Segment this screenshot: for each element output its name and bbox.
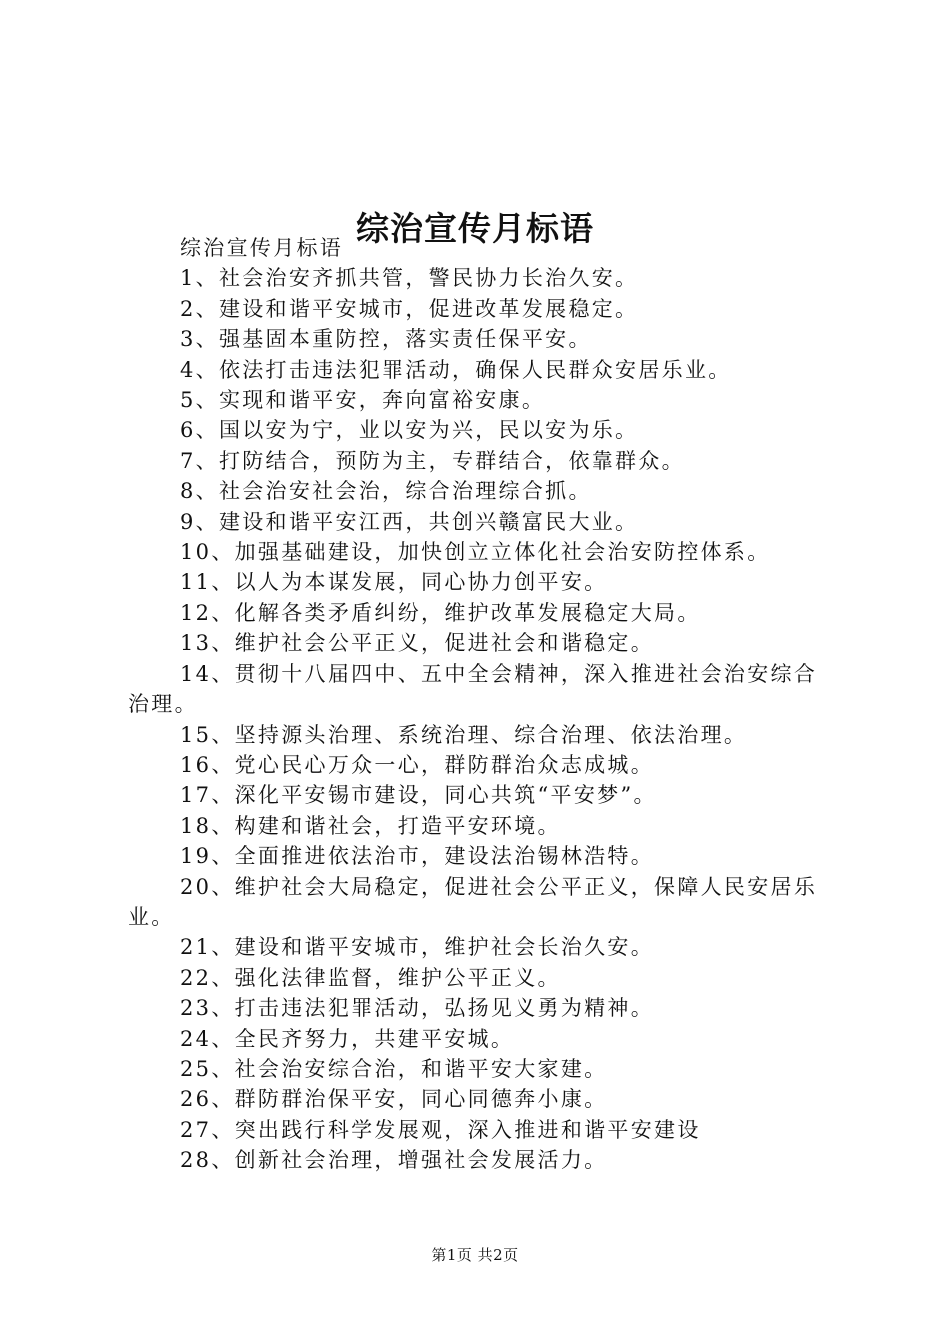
slogan-item: 7、打防结合，预防为主，专群结合，依靠群众。 [180, 448, 685, 473]
slogan-item: 11、以人为本谋发展，同心协力创平安。 [180, 570, 608, 595]
slogan-item: 20、维护社会大局稳定，促进社会公平正义，保障人民安居乐业。 [128, 874, 818, 929]
slogan-item: 10、加强基础建设，加快创立立体化社会治安防控体系。 [180, 540, 771, 565]
document-title: 综治宣传月标语 [356, 209, 594, 249]
slogan-item: 12、化解各类矛盾纠纷，维护改革发展稳定大局。 [180, 600, 701, 625]
slogan-item: 6、国以安为宁，业以安为兴，民以安为乐。 [180, 418, 639, 443]
slogan-item: 23、打击违法犯罪活动，弘扬见义勇为精神。 [180, 996, 655, 1021]
slogan-item: 19、全面推进依法治市，建设法治锡林浩特。 [180, 844, 655, 869]
slogan-item: 28、创新社会治理，增强社会发展活力。 [180, 1148, 608, 1173]
slogan-item: 4、依法打击违法犯罪活动，确保人民群众安居乐业。 [180, 357, 732, 382]
slogan-item: 5、实现和谐平安，奔向富裕安康。 [180, 388, 546, 413]
slogan-item: 15、坚持源头治理、系统治理、综合治理、依法治理。 [180, 722, 748, 747]
slogan-item: 3、强基固本重防控，落实责任保平安。 [180, 327, 592, 352]
slogan-item: 14、贯彻十八届四中、五中全会精神，深入推进社会治安综合治理。 [128, 661, 818, 717]
slogan-item: 1、社会治安齐抓共管，警民协力长治久安。 [180, 266, 639, 291]
slogan-item: 27、突出践行科学发展观，深入推进和谐平安建设 [180, 1117, 701, 1142]
slogan-item: 16、党心民心万众一心，群防群治众志成城。 [180, 752, 655, 777]
slogan-item: 9、建设和谐平安江西，共创兴赣富民大业。 [180, 509, 639, 534]
slogan-item: 17、深化平安锡市建设，同心共筑“平安梦”。 [180, 783, 657, 808]
slogan-item: 21、建设和谐平安城市，维护社会长治久安。 [180, 935, 655, 960]
document-body [128, 233, 840, 1176]
page-footer: 第1页 共2页 [431, 1246, 519, 1264]
slogan-item: 22、强化法律监督，维护公平正义。 [180, 965, 561, 990]
slogan-item: 8、社会治安社会治，综合治理综合抓。 [180, 479, 592, 504]
slogan-item: 13、维护社会公平正义，促进社会和谐稳定。 [180, 631, 655, 656]
slogan-item: 2、建设和谐平安城市，促进改革发展稳定。 [180, 296, 639, 321]
document-subtitle: 综治宣传月标语 [180, 236, 344, 260]
slogan-item: 26、群防群治保平安，同心同德奔小康。 [180, 1087, 608, 1112]
slogan-item: 18、构建和谐社会，打造平安环境。 [180, 813, 561, 838]
slogan-item: 24、全民齐努力，共建平安城。 [180, 1026, 515, 1051]
slogan-item: 25、社会治安综合治，和谐平安大家建。 [180, 1056, 608, 1081]
